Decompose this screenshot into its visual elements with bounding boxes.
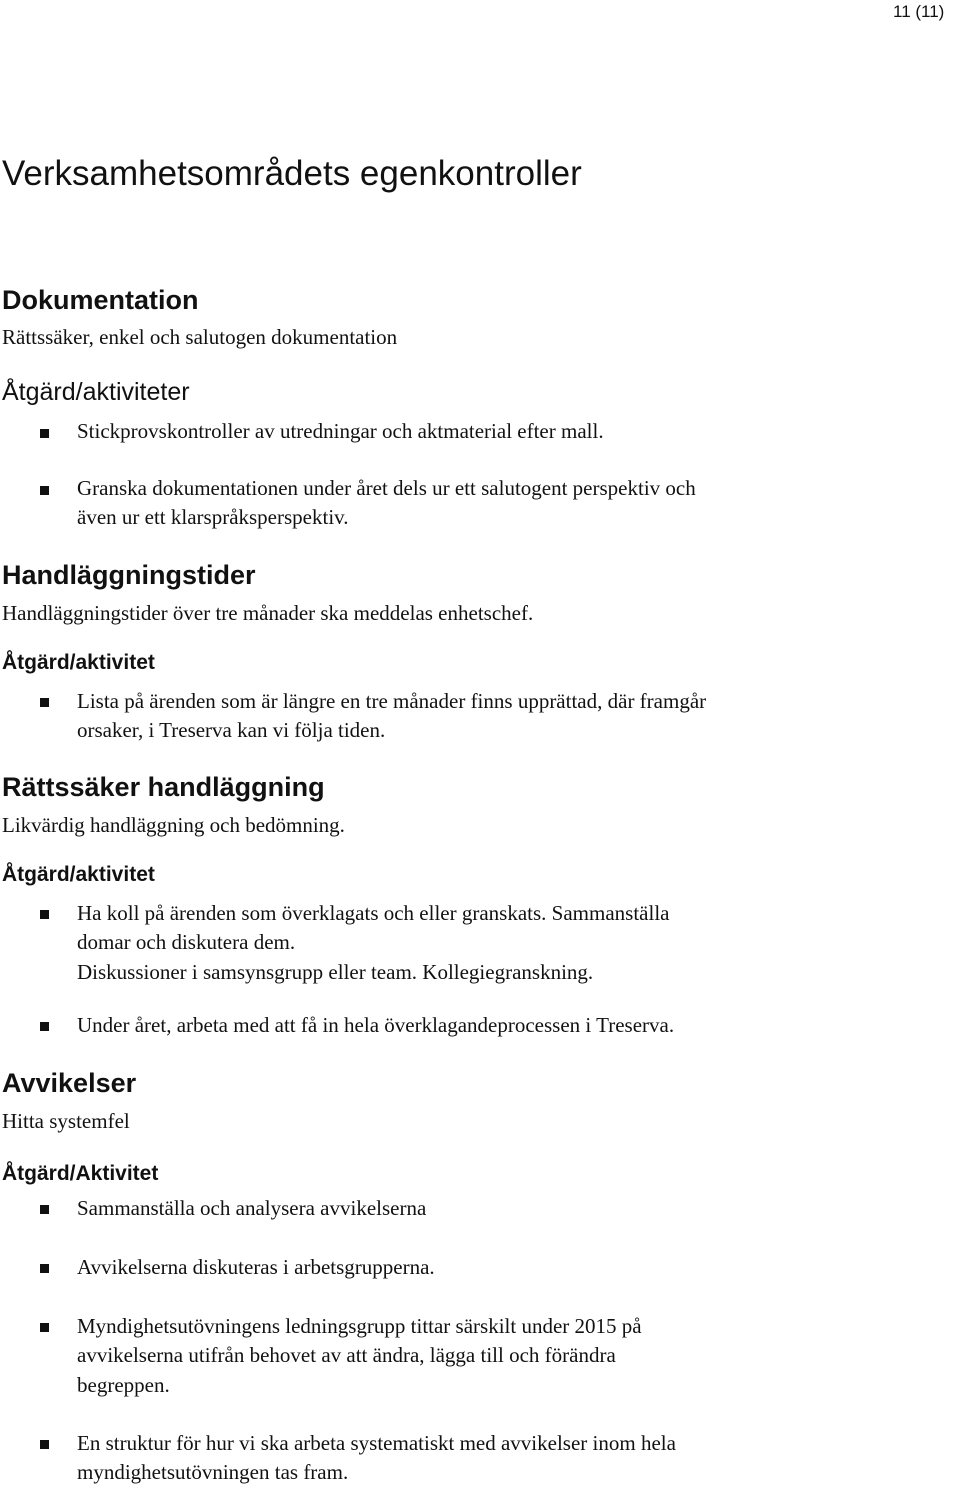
list-item: Sammanställa och analysera avvikelserna xyxy=(77,1196,427,1220)
bullet-icon xyxy=(40,910,49,919)
bullet-icon xyxy=(40,486,49,495)
page-number: 11 (11) xyxy=(893,2,945,21)
page-title: Verksamhetsområdets egenkontroller xyxy=(2,154,582,193)
list-item: Myndighetsutövningens ledningsgrupp tittar särskilt under 2015 på avvikelserna utifrån behovet av att ändra, lägga till och förändra begreppen. xyxy=(77,1314,642,1397)
list-item: Stickprovskontroller av utredningar och aktmaterial efter mall. xyxy=(77,419,604,443)
list-item: En struktur för hur vi ska arbeta systematiskt med avvikelser inom hela myndighetsutövningen tas fram. xyxy=(77,1431,676,1485)
action-heading-handlaggningstider: Åtgärd/aktivitet xyxy=(2,651,155,674)
list-item: Ha koll på ärenden som överklagats och eller granskats. Sammanställa domar och diskutera dem. Diskussioner i samsynsgrupp eller team. Kollegiegranskning. xyxy=(77,901,670,984)
action-heading-rattssaker: Åtgärd/aktivitet xyxy=(2,863,155,886)
bullet-icon xyxy=(40,1022,49,1031)
section-subtitle-dokumentation: Rättssäker, enkel och salutogen dokumentation xyxy=(2,325,398,349)
section-heading-avvikelser: Avvikelser xyxy=(2,1068,137,1098)
section-heading-rattssaker: Rättssäker handläggning xyxy=(2,772,325,802)
section-subtitle-avvikelser: Hitta systemfel xyxy=(2,1109,130,1133)
list-item: Lista på ärenden som är längre en tre månader finns upprättad, där framgår orsaker, i Treserva kan vi följa tiden. xyxy=(77,689,707,743)
section-heading-dokumentation: Dokumentation xyxy=(2,285,199,315)
section-heading-handlaggningstider: Handläggningstider xyxy=(2,560,256,590)
bullet-icon xyxy=(40,698,49,707)
section-subtitle-rattssaker: Likvärdig handläggning och bedömning. xyxy=(2,813,345,837)
action-heading-avvikelser: Åtgärd/Aktivitet xyxy=(2,1162,159,1185)
bullet-icon xyxy=(40,429,49,438)
list-item: Under året, arbeta med att få in hela överklagandeprocessen i Treserva. xyxy=(77,1013,675,1037)
bullet-icon xyxy=(40,1440,49,1449)
bullet-icon xyxy=(40,1264,49,1273)
bullet-icon xyxy=(40,1323,49,1332)
list-item: Granska dokumentationen under året dels ur ett salutogent perspektiv och även ur ett klarspråksperspektiv. xyxy=(77,476,696,530)
section-subtitle-handlaggningstider: Handläggningstider över tre månader ska meddelas enhetschef. xyxy=(2,601,534,625)
bullet-icon xyxy=(40,1205,49,1214)
action-heading-dokumentation: Åtgärd/aktiviteter xyxy=(2,378,190,406)
list-item: Avvikelserna diskuteras i arbetsgrupperna. xyxy=(77,1255,435,1279)
